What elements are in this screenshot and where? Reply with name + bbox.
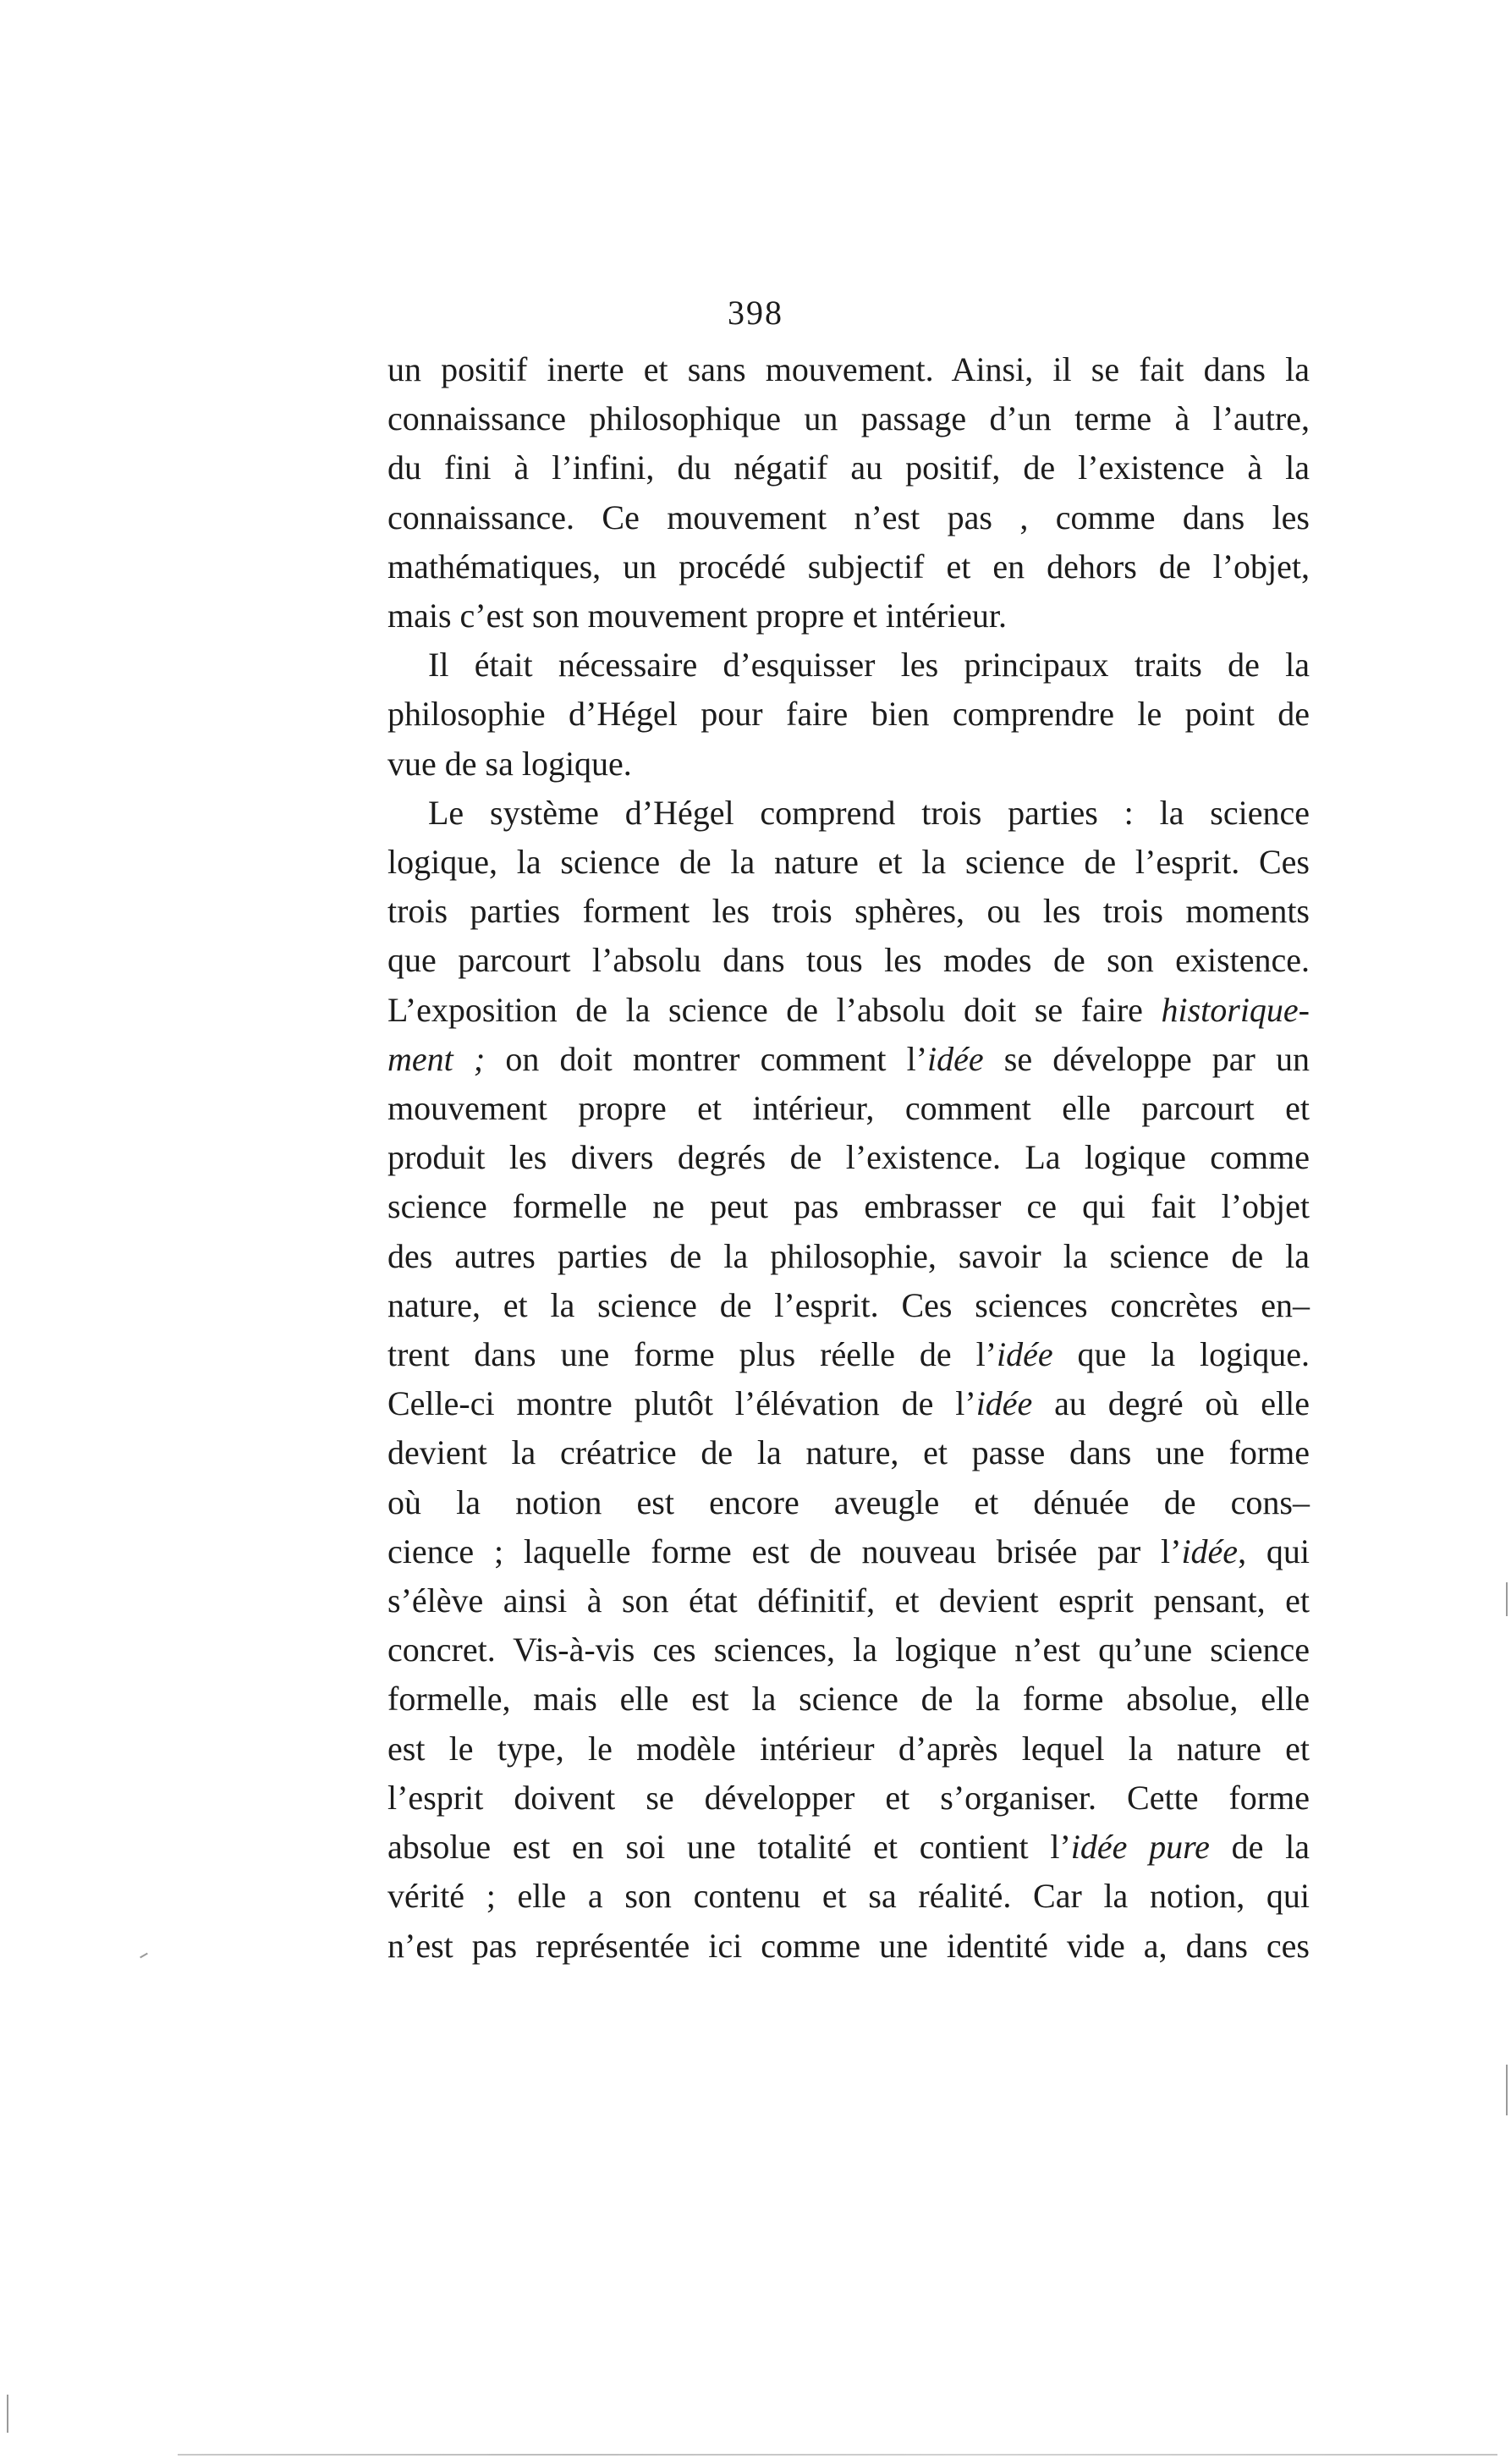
text-line [387,740,1310,789]
italic-term: idée [927,1039,984,1078]
margin-mark [140,1953,148,1959]
text-segment: logique, la science de la nature et la science de l’esprit. Ces [387,843,1310,882]
text-line [387,493,1310,542]
italic-term: idée [1181,1532,1239,1570]
text-line [387,1133,1310,1182]
text-segment: L’exposition de la science de l’absolu doit se faire [387,990,1162,1029]
text-segment: absolue est en soi une totalité et contient l’ [387,1828,1071,1867]
italic-term: idée [997,1335,1053,1374]
text-line [387,986,1310,1035]
text-segment: que parcourt l’absolu dans tous les modes de son existence. [387,941,1310,980]
text-line [387,1478,1310,1527]
text-segment: se développe par un [983,1039,1310,1078]
text-segment: mouvement propre et intérieur, comment elle parcourt et [387,1089,1310,1128]
margin-mark [7,2395,8,2433]
text-segment: de la [1209,1828,1310,1867]
text-segment: que la logique. [1052,1335,1310,1374]
text-segment: on doit montrer comment l’ [485,1039,928,1078]
text-segment: Le système d’Hégel comprend trois parties : la science [428,793,1310,832]
text-line [387,789,1310,838]
text-segment: n’est pas représentée ici comme une identité vide a, dans ces [387,1926,1310,1965]
text-segment: philosophie d’Hégel pour faire bien comprendre le point de [387,695,1310,734]
text-line [387,838,1310,887]
text-line [387,1330,1310,1379]
text-line [387,1724,1310,1774]
text-segment: cience ; laquelle forme est de nouveau brisée par l’ [387,1532,1182,1570]
text-segment: Celle-ci montre plutôt l’élévation de l’ [387,1384,976,1423]
text-line [387,1281,1310,1330]
text-line [387,1576,1310,1625]
text-line [387,1232,1310,1281]
text-segment: l’esprit doivent se développer et s’organiser. Cette forme [387,1778,1310,1817]
text-line [387,1823,1310,1872]
text-line [387,1428,1310,1477]
text-line [387,591,1310,641]
text-segment: vérité ; elle a son contenu et sa réalité. Car la notion, qui [387,1877,1310,1916]
text-line [387,1774,1310,1823]
italic-term: idée [975,1384,1033,1423]
text-segment: trent dans une forme plus réelle de l’ [387,1335,997,1374]
text-segment: mais c’est son mouvement propre et intérieur. [387,597,1008,635]
text-segment: des autres parties de la philosophie, savoir la science de la [387,1236,1310,1275]
text-segment: , qui [1238,1532,1310,1570]
page-number: 398 [728,294,783,332]
text-segment: où la notion est encore aveugle et dénuée de cons– [387,1482,1310,1521]
text-line [387,1084,1310,1133]
text-line [387,1035,1310,1084]
text-line [387,542,1310,591]
text-segment: un positif inerte et sans mouvement. Ainsi, il se fait dans la [387,350,1310,388]
text-line [387,1182,1310,1231]
text-line [387,936,1310,985]
text-segment: connaissance. Ce mouvement n’est pas , comme dans les [387,498,1310,536]
text-segment: s’élève ainsi à son état définitif, et devient esprit pensant, et [387,1581,1310,1620]
text-line [387,345,1310,394]
page-bottom-edge [178,2454,1497,2456]
margin-mark [1506,1582,1508,1616]
text-line [387,887,1310,936]
italic-term: historique- [1161,990,1310,1029]
text-segment: au degré où elle [1032,1384,1310,1423]
text-segment: devient la créatrice de la nature, et passe dans une forme [387,1433,1310,1472]
text-segment: mathématiques, un procédé subjectif et en dehors de l’objet, [387,547,1310,586]
text-segment: trois parties forment les trois sphères, ou les trois moments [387,892,1310,931]
text-line [387,1675,1310,1724]
italic-term: idée pure [1070,1828,1210,1867]
text-segment: vue de sa logique. [387,744,632,783]
text-segment: Il était nécessaire d’esquisser les principaux traits de la [428,646,1310,685]
text-segment: concret. Vis-à-vis ces sciences, la logique n’est qu’une science [387,1631,1310,1669]
body-text [387,345,1310,1971]
text-line [387,1527,1310,1576]
text-line [387,394,1310,443]
italic-term: ment ; [387,1039,486,1078]
text-segment: du fini à l’infini, du négatif au positif, de l’existence à la [387,448,1310,487]
text-segment: science formelle ne peut pas embrasser ce qui fait l’objet [387,1187,1310,1226]
text-segment: produit les divers degrés de l’existence. La logique comme [387,1138,1310,1177]
text-line [387,1625,1310,1675]
text-segment: connaissance philosophique un passage d’un terme à l’autre, [387,399,1310,438]
margin-mark [1506,2065,1508,2115]
text-segment: est le type, le modèle intérieur d’après lequel la nature et [387,1729,1310,1768]
text-line [387,443,1310,492]
text-line [387,641,1310,690]
text-segment: formelle, mais elle est la science de la forme absolue, elle [387,1680,1310,1719]
text-segment: nature, et la science de l’esprit. Ces sciences concrètes en– [387,1285,1310,1324]
text-line [387,1379,1310,1428]
text-line [387,1872,1310,1921]
text-line [387,690,1310,739]
text-line [387,1922,1310,1971]
